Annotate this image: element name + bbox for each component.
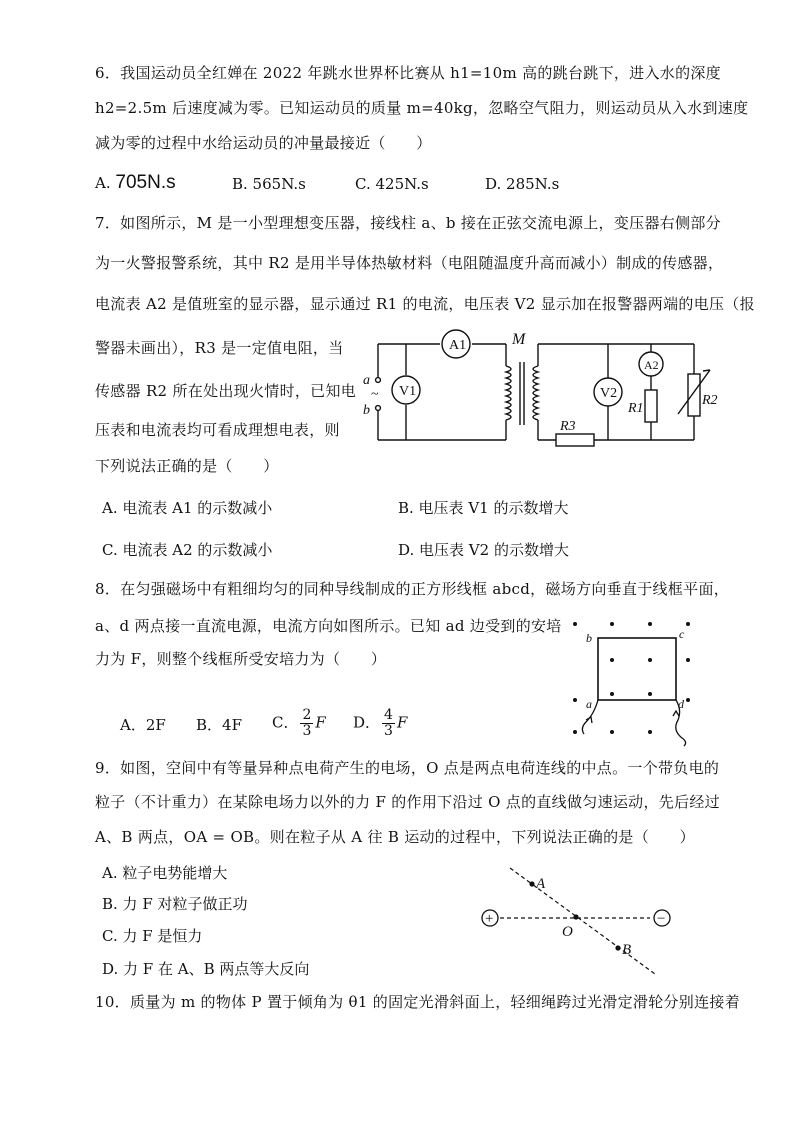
q6-option-a-prefix: A.	[95, 174, 111, 192]
q9-positive-charge-sign: +	[485, 911, 494, 927]
q7-line-6: 压表和电流表均可看成理想电表，则	[95, 421, 340, 439]
q7-terminal-a: a	[363, 373, 370, 388]
q7-option-a: A. 电流表 A1 的示数减小	[102, 499, 273, 517]
q8-option-d-prefix: D．	[353, 713, 381, 732]
q9-option-b: B. 力 F 对粒子做正功	[102, 895, 248, 913]
q7-option-b: B. 电压表 V1 的示数增大	[398, 499, 569, 517]
q8-corner-c: c	[679, 627, 685, 641]
q8-option-d-denominator: 3	[384, 723, 393, 739]
q7-terminal-b: b	[363, 403, 370, 418]
q7-line-4: 警器未画出），R3 是一定值电阻，当	[95, 339, 344, 357]
q10-line-1: 10．质量为 m 的物体 P 置于倾角为 θ1 的固定光滑斜面上，轻细绳跨过光滑定滑轮分别连接着	[95, 993, 740, 1011]
q6-line-2: h2=2.5m 后速度减为零。已知运动员的质量 m=40kg，忽略空气阻力，则运动员从入水到速度	[95, 99, 749, 117]
q8-option-d-numerator: 4	[384, 707, 393, 723]
q8-option-c-fraction	[300, 708, 313, 739]
q6-option-a	[95, 172, 176, 194]
q8-option-c-prefix: C．	[272, 713, 299, 732]
q7-ammeter-a1: A1	[449, 338, 467, 353]
q9-option-d: D. 力 F 在 A、B 两点等大反向	[102, 960, 310, 978]
q9-option-a: A. 粒子电势能增大	[102, 864, 228, 882]
q8-option-c-variable: F	[315, 713, 326, 732]
q7-r3-label: R3	[560, 419, 576, 434]
q7-voltmeter-v2: V2	[600, 386, 618, 401]
q9-option-c: C. 力 F 是恒力	[102, 927, 203, 945]
q8-corner-b: b	[586, 631, 592, 645]
q8-option-d-variable: F	[396, 713, 408, 732]
q8-corner-a: a	[586, 697, 592, 711]
q8-line-2: a、d 两点接一直流电源，电流方向如图所示。已知 ad 边受到的安培	[95, 617, 562, 635]
q9-field-diagram	[470, 862, 670, 978]
q7-line-2: 为一火警报警系统，其中 R2 是用半导体热敏材料（电阻随温度升高而减小）制成的传感器，	[95, 254, 724, 272]
q7-option-d: D. 电压表 V2 的示数增大	[398, 541, 569, 559]
q8-line-3: 力为 F，则整个线框所受安培力为（ ）	[95, 650, 387, 668]
q8-line-1: 8．在匀强磁场中有粗细均匀的同种导线制成的正方形线框 abcd，磁场方向垂直于线框平面，	[95, 580, 730, 598]
q8-frame-diagram	[560, 612, 710, 752]
q8-option-c-denominator: 3	[302, 723, 312, 739]
q7-line-3: 电流表 A2 是值班室的显示器，显示通过 R1 的电流，电压表 V2 显示加在报警器两端的电压（报	[95, 295, 755, 313]
q6-option-d: D. 285N.s	[485, 175, 560, 193]
q7-r2-label: R2	[702, 393, 718, 408]
q7-line-1: 7．如图所示，M 是一小型理想变压器，接线柱 a、b 接在正弦交流电源上，变压器右侧部分	[95, 214, 721, 232]
q8-option-b: B．4F	[196, 716, 242, 734]
q7-r1-label: R1	[628, 401, 644, 416]
q7-voltmeter-v1: V1	[399, 384, 417, 399]
q7-line-5: 传感器 R2 所在处出现火情时，已知电	[95, 382, 357, 400]
q9-point-a: A	[536, 876, 546, 892]
q6-option-c: C. 425N.s	[355, 175, 429, 193]
q9-line-2: 粒子（不计重力）在某除电场力以外的力 F 的作用下沿过 O 点的直线做匀速运动，先后经过	[95, 793, 720, 811]
q8-option-c-numerator: 2	[302, 707, 312, 723]
q9-negative-charge-sign: −	[657, 911, 666, 927]
q7-transformer-label: M	[512, 331, 526, 348]
q9-line-3: A、B 两点，OA = OB。则在粒子从 A 往 B 运动的过程中，下列说法正确的是（ ）	[95, 828, 695, 846]
q6-option-b: B. 565N.s	[232, 175, 306, 193]
q6-line-3: 减为零的过程中水给运动员的冲量最接近（ ）	[95, 134, 432, 152]
q8-option-c	[272, 708, 326, 739]
q8-option-d	[353, 708, 407, 739]
q9-point-b: B	[622, 942, 632, 958]
q7-line-7: 下列说法正确的是（ ）	[95, 457, 279, 475]
q8-option-d-fraction	[382, 708, 395, 739]
q6-line-1: 6．我国运动员全红婵在 2022 年跳水世界杯比赛从 h1=10m 高的跳台跳下，进入水的深度	[95, 64, 721, 82]
q9-line-1: 9．如图，空间中有等量异种点电荷产生的电场，O 点是两点电荷连线的中点。一个带负电的	[95, 759, 720, 777]
q9-point-o: O	[562, 924, 573, 940]
q7-circuit-diagram	[360, 330, 720, 455]
q7-option-c: C. 电流表 A2 的示数减小	[102, 541, 273, 559]
q8-option-a: A．2F	[120, 716, 166, 734]
q8-corner-d: d	[678, 697, 684, 711]
q7-ammeter-a2: A2	[644, 358, 659, 372]
q6-option-a-value: 705N.s	[115, 172, 176, 193]
q7-ac-source: ~	[371, 387, 379, 402]
